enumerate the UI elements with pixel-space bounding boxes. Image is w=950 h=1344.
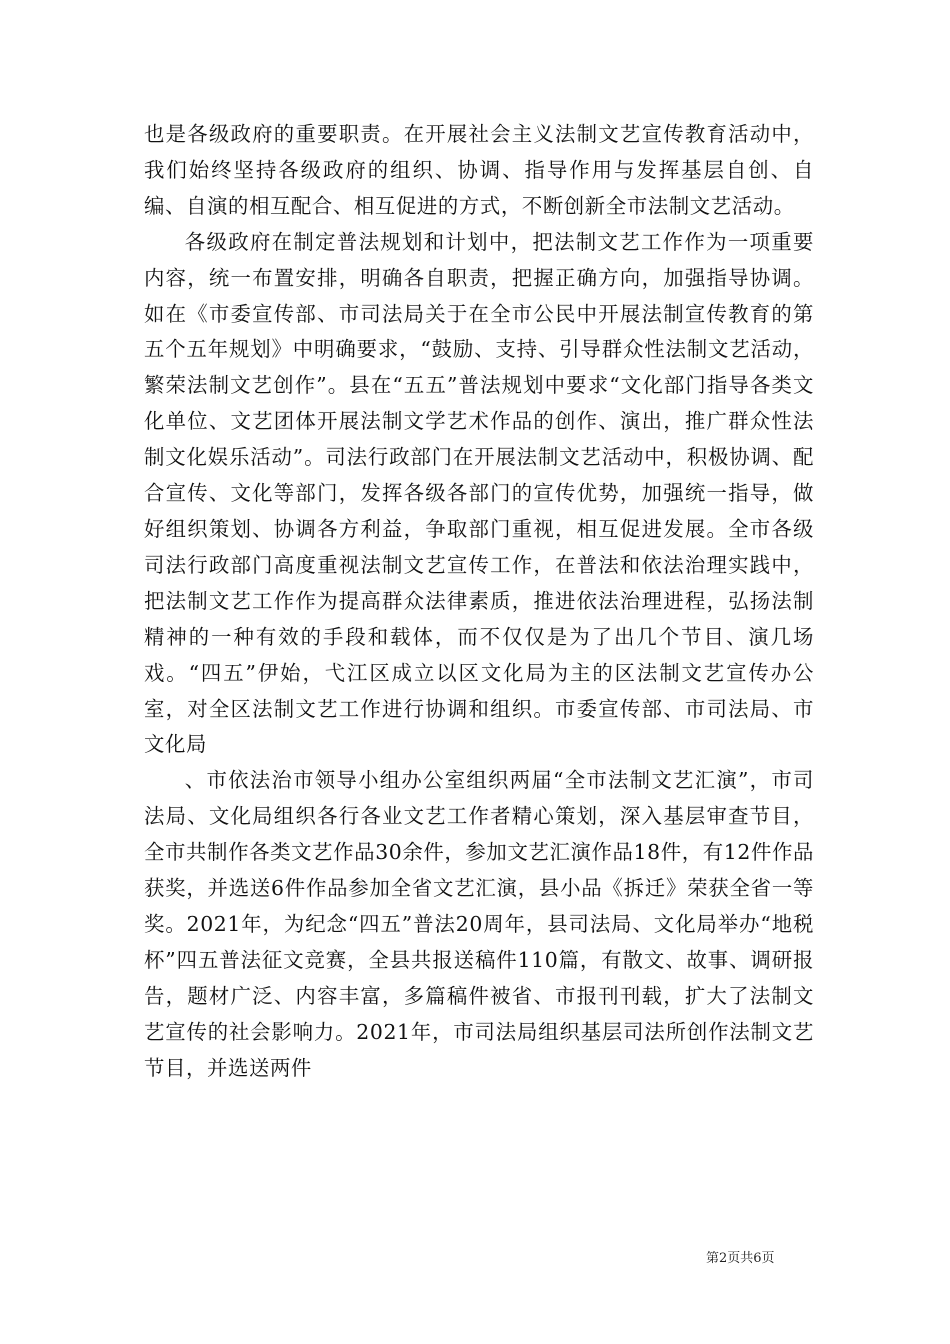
paragraph-3: 、市依法治市领导小组办公室组织两届“全市法制文艺汇演”，市司法局、文化局组织各行各业文艺工作者精心策划，深入基层审查节目，全市共制作各类文艺作品30余件，参加文艺汇演作品18件，有12件作品获奖，并选送6件作品参加全省文艺汇演，县小品《拆迁》荣获全省一等奖。2021年，为纪念“四五”普法20周年，县司法局、文化局举办“地税杯”四五普法征文竞赛，全县共报送稿件110篇，有散文、故事、调研报告，题材广泛、内容丰富，多篇稿件被省、市报刊刊载，扩大了法制文艺宣传的社会影响力。2021年，市司法局组织基层司法所创作法制文艺节目，并选送两件 xyxy=(144,768,814,1080)
document-body xyxy=(144,117,814,1086)
paragraph-1: 也是各级政府的重要职责。在开展社会主义法制文艺宣传教育活动中，我们始终坚持各级政府的组织、协调、指导作用与发挥基层自创、自编、自演的相互配合、相互促进的方式，不断创新全市法制文艺活动。 xyxy=(144,122,814,218)
page-number-footer: 第2页共6页 xyxy=(706,1251,775,1266)
paragraph-2: 各级政府在制定普法规划和计划中，把法制文艺工作作为一项重要内容，统一布置安排，明确各自职责，把握正确方向，加强指导协调。如在《市委宣传部、市司法局关于在全市公民中开展法制宣传教育的第五个五年规划》中明确要求，“鼓励、支持、引导群众性法制文艺活动，繁荣法制文艺创作”。县在“五五”普法规划中要求“文化部门指导各类文化单位、文艺团体开展法制文学艺术作品的创作、演出，推广群众性法制文化娱乐活动”。司法行政部门在开展法制文艺活动中，积极协调、配合宣传、文化等部门，发挥各级各部门的宣传优势，加强统一指导，做好组织策划、协调各方利益，争取部门重视，相互促进发展。全市各级司法行政部门高度重视法制文艺宣传工作，在普法和依法治理实践中，把法制文艺工作作为提高群众法律素质，推进依法治理进程，弘扬法制精神的一种有效的手段和载体，而不仅仅是为了出几个节目、演几场戏。“四五”伊始，弋江区成立以区文化局为主的区法制文艺宣传办公室，对全区法制文艺工作进行协调和组织。市委宣传部、市司法局、市文化局 xyxy=(144,229,814,757)
